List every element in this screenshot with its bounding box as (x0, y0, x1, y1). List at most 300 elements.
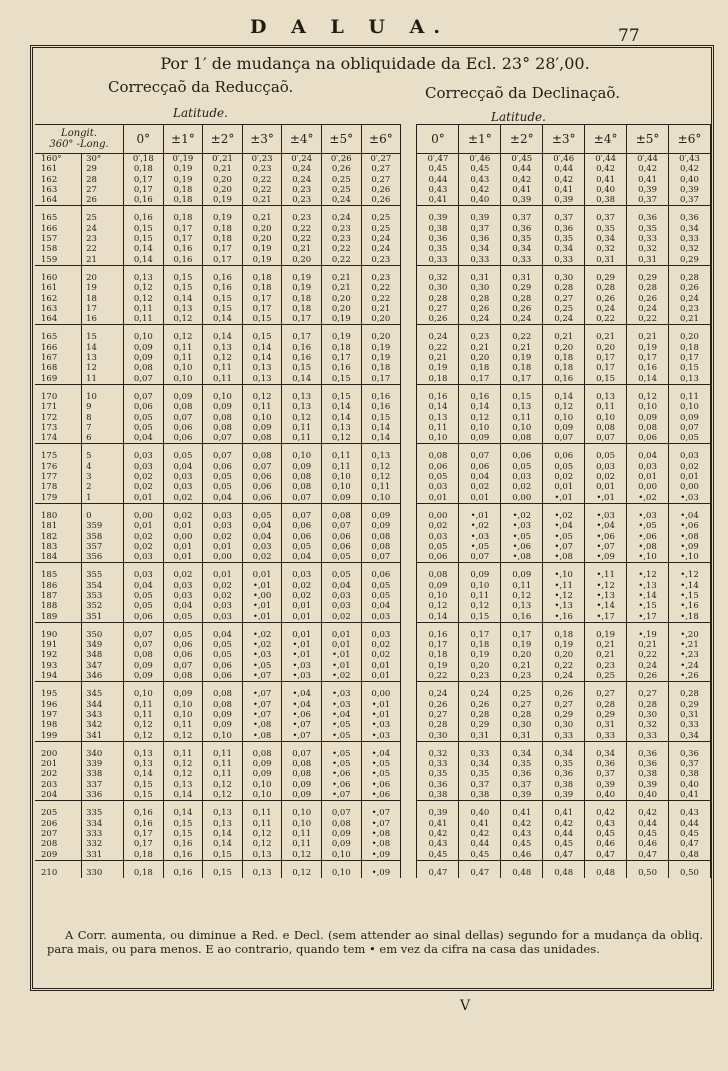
reduction-value-cell: 0,13 (242, 374, 282, 385)
declination-value-cell: 0,00 (669, 482, 711, 492)
red-lat-1: ±1° (163, 125, 203, 154)
reduction-value-cell: 0,08 (282, 482, 322, 492)
declination-value-cell: 0,40 (459, 195, 501, 206)
reduction-value-cell: 0,16 (163, 839, 203, 849)
column-separator (401, 493, 417, 504)
declination-value-cell: 0,14 (459, 402, 501, 412)
table-row (35, 552, 711, 563)
longitude-cell: 170 (35, 384, 82, 402)
reduction-value-cell: 0,05 (124, 601, 164, 611)
reduction-value-cell: 0,11 (321, 462, 361, 472)
declination-value-cell: 0,25 (501, 682, 543, 700)
reduction-value-cell: 0,19 (321, 325, 361, 343)
declination-value-cell: 0,37 (459, 224, 501, 234)
declination-value-cell: 0,27 (417, 710, 459, 720)
reduction-value-cell: 0,20 (203, 175, 243, 185)
reduction-value-cell: 0,05 (163, 444, 203, 462)
declination-value-cell: 0,06 (627, 433, 669, 444)
declination-value-cell: 0,09 (627, 413, 669, 423)
reduction-value-cell: 0,11 (163, 720, 203, 730)
declination-value-cell: 0,19 (501, 353, 543, 363)
column-separator (401, 195, 417, 206)
reduction-value-cell: 0,13 (282, 384, 322, 402)
longitude-cell: 201 (35, 759, 82, 769)
reduction-value-cell: 0,06 (282, 532, 322, 542)
declination-value-cell: 0,39 (543, 790, 585, 801)
reduction-value-cell: 0,06 (242, 472, 282, 482)
reduction-value-cell: 0,04 (242, 532, 282, 542)
declination-value-cell: 0,33 (459, 741, 501, 759)
declination-value-cell: 0,36 (501, 224, 543, 234)
column-separator (401, 482, 417, 492)
declination-value-cell: 0,46 (501, 850, 543, 861)
longitude-cell: 162 (35, 294, 82, 304)
reduction-value-cell: 0,06 (242, 493, 282, 504)
reduction-value-cell: 0,10 (321, 850, 361, 861)
declination-value-cell: •,20 (669, 622, 711, 640)
declination-value-cell: 0,11 (585, 402, 627, 412)
declination-value-cell: 0′,45 (501, 154, 543, 165)
reduction-value-cell: 0,05 (242, 503, 282, 521)
declination-value-cell: 0,09 (459, 563, 501, 581)
reduction-value-cell: 0,19 (282, 283, 322, 293)
reduction-value-cell: 0′,23 (242, 154, 282, 165)
declination-value-cell: •,07 (585, 542, 627, 552)
reduction-value-cell: 0,23 (282, 195, 322, 206)
reduction-value-cell: 0,07 (124, 640, 164, 650)
longitude-complement-cell: 2 (82, 482, 124, 492)
declination-value-cell: 0,20 (459, 661, 501, 671)
reduction-value-cell: 0,10 (361, 493, 401, 504)
declination-value-cell: 0,05 (585, 444, 627, 462)
longitude-cell: 209 (35, 850, 82, 861)
reduction-value-cell: 0,00 (203, 552, 243, 563)
declination-value-cell: 0,03 (417, 532, 459, 542)
column-separator (401, 185, 417, 195)
declination-value-cell: 0,47 (585, 850, 627, 861)
column-separator (401, 244, 417, 254)
longit-label: Longit. (61, 128, 97, 139)
declination-value-cell: 0,38 (459, 790, 501, 801)
reduction-value-cell: •,03 (321, 682, 361, 700)
longitude-complement-cell: 353 (82, 591, 124, 601)
reduction-value-cell: 0,20 (361, 325, 401, 343)
declination-value-cell: 0,35 (501, 759, 543, 769)
table-row (35, 224, 711, 234)
reduction-value-cell: 0,00 (124, 503, 164, 521)
reduction-value-cell: 0,17 (203, 244, 243, 254)
reduction-value-cell: 0,12 (242, 839, 282, 849)
reduction-value-cell: 0,10 (124, 325, 164, 343)
reduction-value-cell: 0,16 (163, 850, 203, 861)
declination-value-cell: 0,35 (543, 234, 585, 244)
declination-value-cell: •,13 (543, 601, 585, 611)
reduction-value-cell: 0,07 (242, 462, 282, 472)
declination-value-cell: 0,02 (417, 521, 459, 531)
reduction-value-cell: 0,16 (124, 195, 164, 206)
reduction-value-cell: 0,08 (282, 759, 322, 769)
reduction-value-cell: 0,09 (124, 353, 164, 363)
longitude-complement-cell: 12 (82, 363, 124, 373)
table-row (35, 860, 711, 878)
reduction-value-cell: 0,11 (282, 423, 322, 433)
declination-value-cell: •,26 (669, 671, 711, 682)
reduction-value-cell: 0,10 (321, 482, 361, 492)
declination-value-cell: 0,07 (459, 552, 501, 563)
declination-value-cell: 0,37 (501, 780, 543, 790)
reduction-value-cell: 0,06 (203, 671, 243, 682)
declination-value-cell: 0,31 (585, 255, 627, 266)
reduction-value-cell: •,07 (242, 710, 282, 720)
declination-value-cell: 0,39 (543, 195, 585, 206)
reduction-value-cell: 0,13 (163, 780, 203, 790)
declination-value-cell: 0,41 (543, 185, 585, 195)
declination-value-cell: 0,24 (501, 314, 543, 325)
reduction-value-cell: 0,02 (282, 581, 322, 591)
reduction-value-cell: •,04 (282, 682, 322, 700)
declination-value-cell: 0,22 (501, 325, 543, 343)
reduction-value-cell: •,08 (361, 839, 401, 849)
declination-value-cell: 0,35 (459, 769, 501, 779)
longitude-cell: 178 (35, 482, 82, 492)
reduction-value-cell: •,01 (242, 581, 282, 591)
reduction-value-cell: 0,18 (124, 850, 164, 861)
reduction-value-cell: 0,19 (203, 206, 243, 224)
table-row (35, 591, 711, 601)
longitude-complement-cell: 331 (82, 850, 124, 861)
declination-value-cell: 0,14 (627, 374, 669, 385)
table-row (35, 601, 711, 611)
reduction-value-cell: 0,04 (321, 581, 361, 591)
longitude-cell: 191 (35, 640, 82, 650)
declination-value-cell: •,06 (627, 532, 669, 542)
reduction-value-cell: 0,09 (321, 839, 361, 849)
longitude-complement-cell: 16 (82, 314, 124, 325)
reduction-value-cell: 0,04 (361, 601, 401, 611)
declination-value-cell: 0,11 (501, 413, 543, 423)
declination-value-cell: 0,02 (501, 482, 543, 492)
declination-value-cell: 0,15 (459, 612, 501, 623)
declination-value-cell: 0,21 (669, 314, 711, 325)
table-row (35, 175, 711, 185)
column-separator (401, 829, 417, 839)
column-separator (401, 325, 417, 343)
longitude-complement-cell: 14 (82, 343, 124, 353)
declination-value-cell: 0,39 (627, 185, 669, 195)
column-separator (401, 462, 417, 472)
dec-lat-5: ±5° (627, 125, 669, 154)
reduction-value-cell: 0,15 (124, 224, 164, 234)
declination-value-cell: •,19 (627, 622, 669, 640)
reduction-value-cell: •,02 (242, 640, 282, 650)
longitude-complement-cell: 28 (82, 175, 124, 185)
declination-value-cell: 0,36 (459, 234, 501, 244)
declination-value-cell: 0,19 (501, 640, 543, 650)
reduction-value-cell: •,05 (321, 731, 361, 742)
declination-value-cell: 0,35 (417, 244, 459, 254)
declination-value-cell: 0,28 (543, 283, 585, 293)
reduction-value-cell: 0,20 (242, 234, 282, 244)
longitude-cell: 166 (35, 224, 82, 234)
reduction-value-cell: 0,11 (163, 741, 203, 759)
reduction-value-cell: 0,02 (124, 472, 164, 482)
reduction-value-cell: 0,07 (203, 433, 243, 444)
reduction-value-cell: 0,04 (124, 433, 164, 444)
table-row (35, 563, 711, 581)
declination-value-cell: 0,10 (585, 413, 627, 423)
longitude-cell: 190 (35, 622, 82, 640)
reduction-value-cell: •,07 (282, 731, 322, 742)
longitude-cell: 200 (35, 741, 82, 759)
declination-value-cell: 0,27 (543, 700, 585, 710)
declination-value-cell: 0,29 (501, 283, 543, 293)
longitude-cell: 199 (35, 731, 82, 742)
declination-value-cell: 0,41 (585, 175, 627, 185)
declination-value-cell: •,02 (501, 503, 543, 521)
declination-value-cell: 0,39 (669, 185, 711, 195)
longitude-complement-cell: 30° (82, 154, 124, 165)
declination-value-cell: 0,33 (585, 731, 627, 742)
column-separator (401, 731, 417, 742)
column-separator (401, 671, 417, 682)
declination-value-cell: 0,45 (501, 839, 543, 849)
declination-value-cell: 0,36 (669, 206, 711, 224)
reduction-value-cell: 0,10 (242, 780, 282, 790)
reduction-value-cell: 0,06 (163, 650, 203, 660)
reduction-value-cell: 0,05 (163, 622, 203, 640)
reduction-value-cell: 0,14 (242, 343, 282, 353)
declination-value-cell: •,11 (543, 581, 585, 591)
declination-value-cell: 0,16 (417, 384, 459, 402)
declination-value-cell: 0,40 (459, 801, 501, 819)
reduction-value-cell: •,07 (321, 790, 361, 801)
declination-value-cell: 0,17 (459, 374, 501, 385)
declination-value-cell: 0,23 (501, 671, 543, 682)
column-separator (401, 759, 417, 769)
longitude-cell: 194 (35, 671, 82, 682)
declination-value-cell: 0,30 (417, 283, 459, 293)
table-row (35, 532, 711, 542)
reduction-value-cell: 0,16 (124, 801, 164, 819)
declination-value-cell: 0,27 (501, 700, 543, 710)
declination-value-cell: 0,21 (585, 640, 627, 650)
reduction-value-cell: 0,03 (163, 482, 203, 492)
reduction-value-cell: •,03 (361, 731, 401, 742)
table-row (35, 650, 711, 660)
declination-value-cell: 0,36 (585, 759, 627, 769)
reduction-value-cell: 0,04 (203, 622, 243, 640)
reduction-value-cell: 0,26 (361, 185, 401, 195)
reduction-value-cell: 0,22 (321, 244, 361, 254)
longitude-cell: 210 (35, 860, 82, 878)
longitude-cell: 181 (35, 521, 82, 531)
reduction-value-cell: 0,13 (203, 801, 243, 819)
reduction-value-cell: 0,18 (163, 195, 203, 206)
declination-value-cell: •,16 (669, 601, 711, 611)
table-row (35, 801, 711, 819)
declination-value-cell: •,18 (669, 612, 711, 623)
reduction-value-cell: 0,06 (124, 402, 164, 412)
declination-value-cell: 0,09 (417, 581, 459, 591)
column-separator (401, 265, 417, 283)
declination-value-cell: 0,24 (417, 682, 459, 700)
reduction-value-cell: 0,17 (242, 304, 282, 314)
red-lat-6: ±6° (361, 125, 401, 154)
longitude-complement-cell: 22 (82, 244, 124, 254)
declination-value-cell: 0,34 (459, 244, 501, 254)
declination-value-cell: 0,37 (627, 195, 669, 206)
declination-value-cell: 0,18 (459, 640, 501, 650)
reduction-value-cell: 0,01 (361, 661, 401, 671)
declination-value-cell: 0,10 (417, 591, 459, 601)
reduction-value-cell: 0,18 (242, 283, 282, 293)
declination-value-cell: 0,45 (669, 829, 711, 839)
reduction-value-cell: 0,15 (163, 265, 203, 283)
reduction-value-cell: 0,23 (321, 224, 361, 234)
declination-value-cell: 0,41 (417, 819, 459, 829)
declination-value-cell: 0,03 (501, 472, 543, 482)
table-row (35, 314, 711, 325)
declination-value-cell: 0,30 (501, 720, 543, 730)
declination-value-cell: 0,22 (627, 314, 669, 325)
declination-value-cell: 0,45 (585, 829, 627, 839)
declination-value-cell: •,11 (585, 563, 627, 581)
declination-value-cell: 0,15 (669, 363, 711, 373)
longitude-complement-cell: 359 (82, 521, 124, 531)
reduction-value-cell: 0,22 (361, 283, 401, 293)
column-separator (401, 374, 417, 385)
reduction-value-cell: 0,12 (203, 780, 243, 790)
declination-value-cell: •,03 (627, 503, 669, 521)
declination-value-cell: 0,43 (459, 175, 501, 185)
declination-value-cell: 0,21 (501, 661, 543, 671)
declination-value-cell: 0,06 (417, 552, 459, 563)
longitude-complement-cell: 350 (82, 622, 124, 640)
reduction-value-cell: 0,09 (242, 423, 282, 433)
longitude-complement-cell: 351 (82, 612, 124, 623)
column-separator (401, 384, 417, 402)
reduction-value-cell: 0,03 (124, 462, 164, 472)
longitude-complement-cell: 352 (82, 601, 124, 611)
reduction-value-cell: 0,12 (163, 759, 203, 769)
longitude-cell: 166 (35, 343, 82, 353)
reduction-value-cell: 0,12 (282, 413, 322, 423)
declination-value-cell: 0,41 (669, 790, 711, 801)
declination-value-cell: 0,34 (543, 244, 585, 254)
longitude-complement-cell: 15 (82, 325, 124, 343)
reduction-value-cell: 0,01 (282, 601, 322, 611)
declination-value-cell: 0,48 (669, 850, 711, 861)
declination-value-cell: 0,32 (627, 720, 669, 730)
reduction-value-cell: 0,18 (361, 363, 401, 373)
reduction-value-cell: 0,23 (282, 185, 322, 195)
reduction-value-cell: 0,22 (361, 294, 401, 304)
longitude-complement-cell: 7 (82, 423, 124, 433)
column-separator (401, 741, 417, 759)
longitude-complement-cell: 10 (82, 384, 124, 402)
declination-value-cell: 0,28 (585, 700, 627, 710)
reduction-value-cell: 0,04 (124, 581, 164, 591)
declination-value-cell: 0,20 (501, 650, 543, 660)
table-row (35, 304, 711, 314)
table-row (35, 741, 711, 759)
reduction-value-cell: 0,10 (163, 374, 203, 385)
declination-value-cell: 0,33 (669, 234, 711, 244)
declination-value-cell: 0,22 (585, 314, 627, 325)
declination-value-cell: 0,31 (501, 265, 543, 283)
reduction-value-cell: 0,25 (321, 185, 361, 195)
reduction-value-cell: 0,11 (242, 819, 282, 829)
column-separator (401, 801, 417, 819)
reduction-value-cell: •,04 (282, 700, 322, 710)
declination-value-cell: 0,38 (417, 790, 459, 801)
dec-lat-6: ±6° (669, 125, 711, 154)
longitude-cell: 172 (35, 413, 82, 423)
declination-value-cell: 0,41 (543, 801, 585, 819)
longitude-cell: 193 (35, 661, 82, 671)
declination-value-cell: 0,11 (459, 591, 501, 601)
reduction-value-cell: •,01 (321, 650, 361, 660)
declination-value-cell: 0,23 (459, 671, 501, 682)
longitude-complement-cell: 330 (82, 860, 124, 878)
declination-value-cell: 0,28 (669, 682, 711, 700)
longitude-cell: 167 (35, 353, 82, 363)
reduction-value-cell: 0,03 (361, 612, 401, 623)
declination-value-cell: 0,06 (501, 444, 543, 462)
column-separator (401, 552, 417, 563)
reduction-value-cell: 0,02 (361, 640, 401, 650)
declination-value-cell: 0,17 (627, 353, 669, 363)
declination-value-cell: •,12 (669, 563, 711, 581)
longitude-complement-cell: 338 (82, 769, 124, 779)
red-lat-5: ±5° (321, 125, 361, 154)
reduction-value-cell: 0,22 (242, 185, 282, 195)
longitude-cell: 204 (35, 790, 82, 801)
reduction-value-cell: 0,09 (203, 710, 243, 720)
declination-value-cell: 0,11 (417, 423, 459, 433)
reduction-value-cell: 0,06 (203, 661, 243, 671)
reduction-value-cell: 0,12 (163, 731, 203, 742)
reduction-value-cell: 0′,26 (321, 154, 361, 165)
longitude-complement-cell: 19 (82, 283, 124, 293)
reduction-value-cell: 0,24 (321, 206, 361, 224)
reduction-value-cell: 0,03 (203, 521, 243, 531)
declination-value-cell: 0′,47 (417, 154, 459, 165)
reduction-value-cell: 0,09 (124, 671, 164, 682)
declination-value-cell: 0,41 (501, 801, 543, 819)
table-row (35, 612, 711, 623)
column-separator (401, 563, 417, 581)
declination-value-cell: 0,43 (585, 819, 627, 829)
reduction-value-cell: 0,14 (203, 325, 243, 343)
declination-value-cell: 0,20 (585, 343, 627, 353)
declination-value-cell: 0,31 (585, 720, 627, 730)
longitude-complement-cell: 339 (82, 759, 124, 769)
declination-value-cell: 0,19 (417, 363, 459, 373)
reduction-value-cell: 0,16 (163, 860, 203, 878)
declination-value-cell: 0,12 (459, 413, 501, 423)
latitude-label-right: Latitude. (491, 110, 546, 124)
reduction-value-cell: 0,10 (203, 384, 243, 402)
reduction-value-cell: 0,09 (361, 503, 401, 521)
reduction-value-cell: 0,19 (361, 343, 401, 353)
declination-value-cell: 0,45 (543, 839, 585, 849)
column-separator (401, 444, 417, 462)
table-row (35, 325, 711, 343)
longitude-complement-cell: 336 (82, 790, 124, 801)
reduction-value-cell: 0,08 (361, 542, 401, 552)
reduction-value-cell: •,07 (242, 700, 282, 710)
